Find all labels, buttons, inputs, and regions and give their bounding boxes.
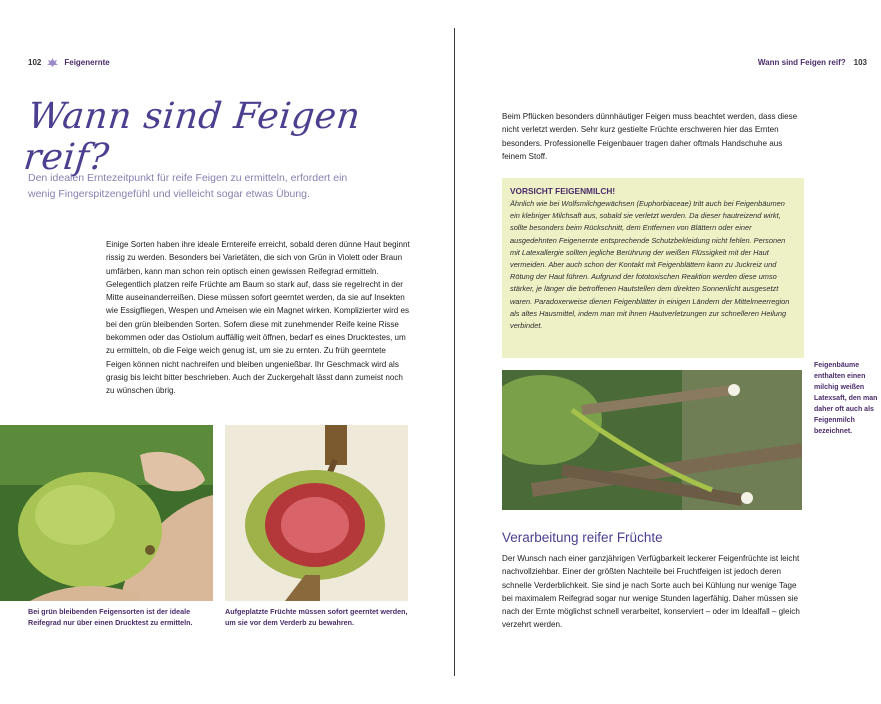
running-head-left: Feigenernte [64,58,110,67]
page-number-left: 102 [28,58,42,67]
body-text-right-bottom: Der Wunsch nach einer ganzjährigen Verfügbarkeit leckerer Feigenfrüchte ist leicht nachvollziehbar. Einer der größten Nachteile bei Fruchtfeigen ist jedoch deren schnelle Verderblichkeit. Sie sind je nach Sorte auch bei Kühlung nur wenige Tage bei maximalem Reifegrad sogar nur wenige Stunden lagerfähig. Daher müssen sie nach der Ernte möglichst schnell verarbeitet, konserviert – oder im Idealfall – gleich verzehrt werden. [502,554,800,630]
caption-photo-1: Bei grün bleibenden Feigensorten ist der ideale Reifegrad nur über einen Drucktest zu ermitteln. [28,607,193,627]
section-heading: Verarbeitung reifer Früchte [502,530,663,545]
left-folio [28,58,110,67]
intro-text: Den idealen Erntezeitpunkt für reife Feigen zu ermitteln, erfordert ein wenig Fingerspitzengefühl und vielleicht sogar etwas Übung. [28,172,348,200]
warning-text: Ähnlich wie bei Wolfsmilchgewächsen (Euphorbiaceae) tritt auch bei Feigenbäumen ein klebriger Milchsaft aus, sobald sie verletzt werden. Da dieser hautreizend wirkt, sollte besonders beim Rückschnitt, dem Entfernen von Blättern oder einer ausgedehnten Feigenernte entsprechende Schutzbekleidung nicht fehlen. Personen mit Latexallergie sollten jegliche Berührung der weißen Flüssigkeit mit der Haut vermeiden. Aber auch schon der Kontakt mit Feigenblättern kann zu Juckreiz und Rötung der Haut führen. Aufgrund der fototoxischen Reaktion werden diese umso stärker, je länger die betroffenen Hautstellen dem direkten Sonnenlicht ausgesetzt waren. Paradoxerweise dienen Feigenblätter in einigen Ländern der Mittelmeerregion als altes Hausmittel, indem man mit ihnen Hautverletzungen zur schnelleren Heilung verbindet. [510,199,790,331]
page-title: Wann sind Feigen reif? [21,96,363,178]
right-folio [758,58,867,67]
body-text-right-top: Beim Pflücken besonders dünnhäutiger Feigen muss beachtet werden, dass diese nicht verletzt werden. Sehr kurz gestielte Früchte erschweren hier das Ernten besonders. Professionelle Feigenbauer tragen daher oftmals Handschuhe aus feinem Stoff. [502,112,798,161]
running-head-right: Wann sind Feigen reif? [757,58,846,67]
photo-green-fig-in-hand [0,425,213,601]
fig-leaf-icon [47,58,58,67]
book-spine [454,28,455,676]
caption-photo-2: Aufgeplatzte Früchte müssen sofort geerntet werden, um sie vor dem Verderb zu bewahren. [225,607,408,627]
warning-box [502,178,804,358]
page-number-right: 103 [853,58,867,67]
photo-burst-fig [225,425,408,601]
photo-fig-branch-latex [502,370,802,510]
side-caption: Feigenbäume enthalten einen milchig weißen Latexsaft, den man daher oft auch als Feigenmilch bezeichnet. [814,362,878,435]
body-text-left: Einige Sorten haben ihre ideale Erntereife erreicht, sobald deren dünne Haut beginnt rissig zu werden. Besonders bei Varietäten, die sich von Grün in Violett oder Braun umfärben, kann man schon rein optisch einen gewissen Reifegrad ermitteln. Gelegentlich platzen reife Früchte am Baum so stark auf, dass sie regelrecht in der Mitte auseinanderreißen. Diese müssen sofort geerntet werden, da sie auf Insekten wie Essigfliegen, Wespen und Ameisen wie ein Magnet wirken. Komplizierter wird es bei den grün bleibenden Sorten. Sofern diese mit zunehmender Reife keine Risse bekommen oder das Ostiolum auffällig weit öffnen, bedarf es eines Drucktestes, um zu ermitteln, ob die Feige weich genug ist, um sie zu ernten. Zu früh geerntete Feigen können nicht nachreifen und bleiben ungenießbar. Ihr Geschmack wird als grasig bis leicht bitter beschrieben. Auch der Zuckergehalt lässt dann zumeist noch zu wünschen übrig. [106,240,410,396]
warning-title: VORSICHT FEIGENMILCH! [510,186,616,196]
right-page [458,0,881,704]
